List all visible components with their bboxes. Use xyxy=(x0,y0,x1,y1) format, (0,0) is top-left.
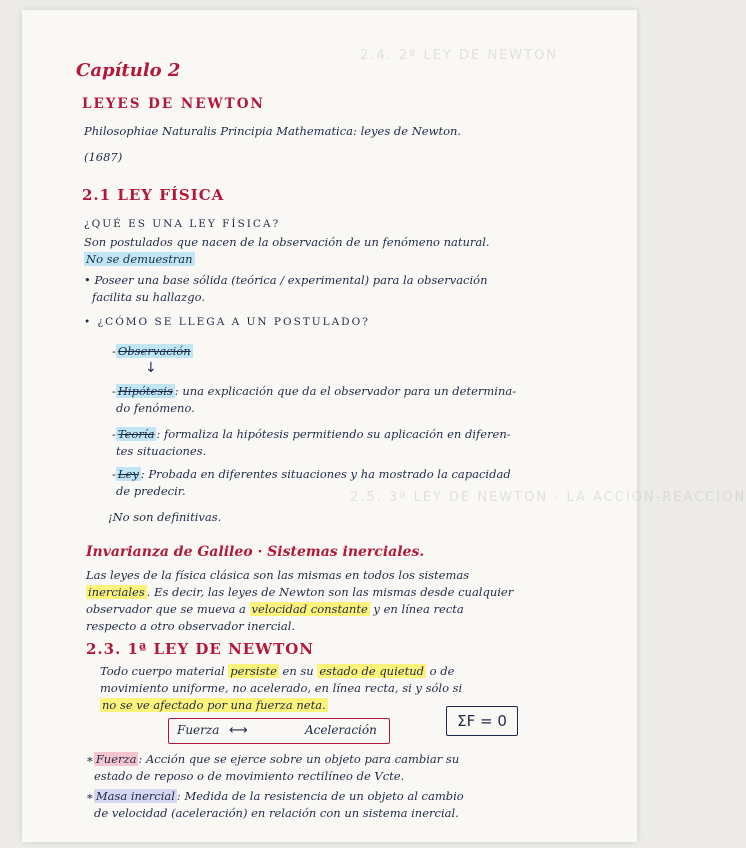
velocidad-constante-highlight: velocidad constante xyxy=(251,602,368,616)
no-definitivas: ¡No son definitivas. xyxy=(108,510,222,524)
def-fuerza-cont: estado de reposo o de movimiento rectilíneo de Vcte. xyxy=(94,769,405,783)
galileo-line-3-a: observador que se mueva a xyxy=(86,602,246,616)
question-ley-fisica: ¿QUÉ ES UNA LEY FÍSICA? xyxy=(84,218,281,230)
galileo-line-4: respecto a otro observador inercial. xyxy=(86,619,296,633)
inerciales-highlight: inerciales xyxy=(88,585,145,599)
bleed-through-middle: 2.5. 3ª LEY DE NEWTON · LA ACCIÓN-REACCIÓN xyxy=(350,490,746,505)
def-masa: ∗ Masa inercial : Medida de la resistencia de un objeto al cambio xyxy=(86,789,464,803)
persiste-highlight: persiste xyxy=(230,664,277,678)
def-masa-text: : Medida de la resistencia de un objeto al cambio xyxy=(176,789,464,803)
step-observacion-wrap: - Observación xyxy=(112,344,191,358)
box-aceleracion-label: Aceleración xyxy=(305,723,377,737)
step-teoria-text: : formaliza la hipótesis permitiendo su aplicación en diferen- xyxy=(156,427,511,441)
step-hipotesis-label: Hipótesis xyxy=(117,384,173,398)
arrow-down-icon: ↓ xyxy=(145,360,157,376)
double-arrow-icon: ⟷ xyxy=(229,723,248,738)
step-ley-text: : Probada en diferentes situaciones y ha mostrado la capacidad xyxy=(140,467,511,481)
ley1-line-2: movimiento uniforme, no acelerado, en línea recta, si y sólo si xyxy=(100,681,463,695)
galileo-line-3-b: y en línea recta xyxy=(373,602,464,616)
ley1-line-3 xyxy=(100,698,328,712)
intro-line-2: (1687) xyxy=(84,150,123,164)
def-masa-cont: de velocidad (aceleración) en relación con un sistema inercial. xyxy=(94,806,459,820)
bullet-como-postulado: • ¿CÓMO SE LLEGA A UN POSTULADO? xyxy=(84,316,370,328)
galileo-line-2-rest: . Es decir, las leyes de Newton son las mismas desde cualquier xyxy=(146,585,514,599)
estado-quietud-highlight: estado de quietud xyxy=(319,664,424,678)
def-masa-label: Masa inercial xyxy=(95,789,175,803)
step-observacion: Observación xyxy=(117,344,191,358)
step-teoria-cont: tes situaciones. xyxy=(116,444,207,458)
bullet-base-solida: • Poseer una base sólida (teórica / experimental) para la observación xyxy=(84,273,488,287)
chapter-title: Capítulo 2 xyxy=(76,60,181,81)
intro-line-1: Philosophiae Naturalis Principia Mathematica: leyes de Newton. xyxy=(84,124,462,138)
no-demuestran-wrap xyxy=(84,252,195,266)
answer-ley-fisica: Son postulados que nacen de la observación de un fenómeno natural. xyxy=(84,235,490,249)
step-ley-label: Ley xyxy=(117,467,139,481)
galileo-line-2 xyxy=(86,585,513,599)
section-2-3-heading: 2.3. 1ª LEY DE NEWTON xyxy=(86,640,315,658)
def-fuerza-text: : Acción que se ejerce sobre un objeto para cambiar su xyxy=(138,752,460,766)
sum-forces-formula: ΣF = 0 xyxy=(446,706,518,736)
chapter-subtitle: LEYES DE NEWTON xyxy=(82,96,265,112)
step-hipotesis-text: : una explicación que da el observador para un determina- xyxy=(174,384,517,398)
ley1-line-1-c: o de xyxy=(429,664,455,678)
no-demuestran-highlight: No se demuestran xyxy=(86,252,193,266)
step-hipotesis: - Hipótesis : una explicación que da el observador para un determina- xyxy=(112,384,517,398)
section-2-1-heading: 2.1 LEY FÍSICA xyxy=(82,186,225,204)
box-fuerza-label: Fuerza xyxy=(177,723,220,737)
def-fuerza: ∗ Fuerza : Acción que se ejerce sobre un objeto para cambiar su xyxy=(86,752,460,766)
step-teoria: - Teoría : formaliza la hipótesis permitiendo su aplicación en diferen- xyxy=(112,427,511,441)
galileo-heading: Invarianza de Galileo · Sistemas inerciales. xyxy=(86,544,425,560)
step-hipotesis-cont: do fenómeno. xyxy=(116,401,195,415)
step-teoria-label: Teoría xyxy=(117,427,155,441)
fuerza-neta-highlight: no se ve afectado por una fuerza neta. xyxy=(102,698,326,712)
def-fuerza-label: Fuerza xyxy=(95,752,137,766)
bullet-base-solida-cont: facilita su hallazgo. xyxy=(92,290,205,304)
galileo-line-3 xyxy=(86,602,464,616)
bleed-through-top: 2.4. 2ª LEY DE NEWTON xyxy=(360,48,559,63)
galileo-line-1: Las leyes de la física clásica son las mismas en todos los sistemas xyxy=(86,568,470,582)
ley1-line-1-a: Todo cuerpo material xyxy=(100,664,225,678)
step-ley-cont: de predecir. xyxy=(116,484,186,498)
ley1-line-1 xyxy=(100,664,454,678)
step-ley: - Ley : Probada en diferentes situaciones y ha mostrado la capacidad xyxy=(112,467,511,481)
fuerza-aceleracion-box xyxy=(168,718,390,744)
ley1-line-1-b: en su xyxy=(282,664,314,678)
